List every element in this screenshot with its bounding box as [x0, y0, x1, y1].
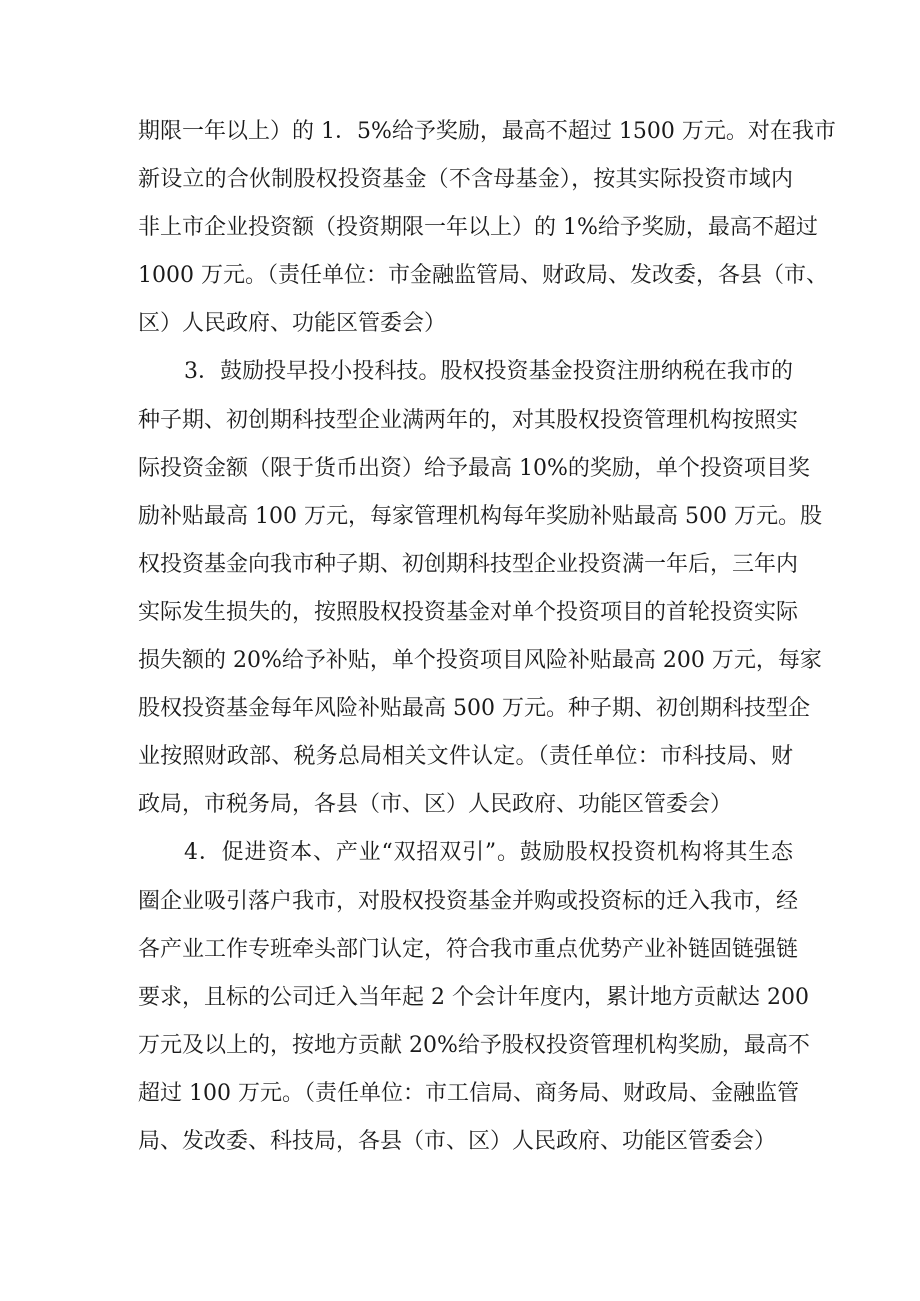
text-line: 圈企业吸引落户我市，对股权投资基金并购或投资标的迁入我市，经: [138, 888, 799, 914]
text-line: 1000 万元。（责任单位：市金融监管局、财政局、发改委，各县（市、: [138, 263, 828, 289]
text-line: 区）人民政府、功能区管委会）: [138, 311, 447, 337]
text-line: 权投资基金向我市种子期、初创期科技型企业投资满一年后，三年内: [138, 551, 799, 577]
text-line: 非上市企业投资额（投资期限一年以上）的 1%给予奖励，最高不超过: [138, 215, 818, 241]
text-line: 局、发改委、科技局，各县（市、区）人民政府、功能区管委会）: [138, 1128, 777, 1154]
section-heading-line: 4．促进资本、产业“双招双引”。鼓励股权投资机构将其生态: [184, 840, 793, 866]
text-line: 政局，市税务局，各县（市、区）人民政府、功能区管委会）: [138, 792, 733, 818]
text-line: 业按照财政部、税务总局相关文件认定。（责任单位：市科技局、财: [138, 744, 793, 770]
text-line: 励补贴最高 100 万元，每家管理机构每年奖励补贴最高 500 万元。股: [138, 503, 822, 529]
text-line: 股权投资基金每年风险补贴最高 500 万元。种子期、初创期科技型企: [138, 696, 810, 722]
text-line: 损失额的 20%给予补贴，单个投资项目风险补贴最高 200 万元，每家: [138, 648, 822, 674]
text-line: 各产业工作专班牵头部门认定，符合我市重点优势产业补链固链强链: [138, 936, 799, 962]
text-line: 万元及以上的，按地方贡献 20%给予股权投资管理机构奖励，最高不: [138, 1032, 810, 1058]
text-line: 种子期、初创期科技型企业满两年的，对其股权投资管理机构按照实: [138, 407, 799, 433]
text-line: 超过 100 万元。（责任单位：市工信局、商务局、财政局、金融监管: [138, 1080, 799, 1106]
text-line: 要求，且标的公司迁入当年起 2 个会计年度内，累计地方贡献达 200: [138, 984, 809, 1010]
section-heading-line: 3．鼓励投早投小投科技。股权投资基金投资注册纳税在我市的: [184, 359, 793, 385]
body-text: [138, 108, 836, 1166]
text-line: 新设立的合伙制股权投资基金（不含母基金），按其实际投资市域内: [138, 167, 793, 193]
text-line: 实际发生损失的，按照股权投资基金对单个投资项目的首轮投资实际: [138, 599, 799, 625]
text-line: 期限一年以上）的 1．5%给予奖励，最高不超过 1500 万元。对在我市: [138, 119, 836, 144]
text-line: 际投资金额（限于货币出资）给予最高 10%的奖励，单个投资项目奖: [138, 455, 810, 481]
